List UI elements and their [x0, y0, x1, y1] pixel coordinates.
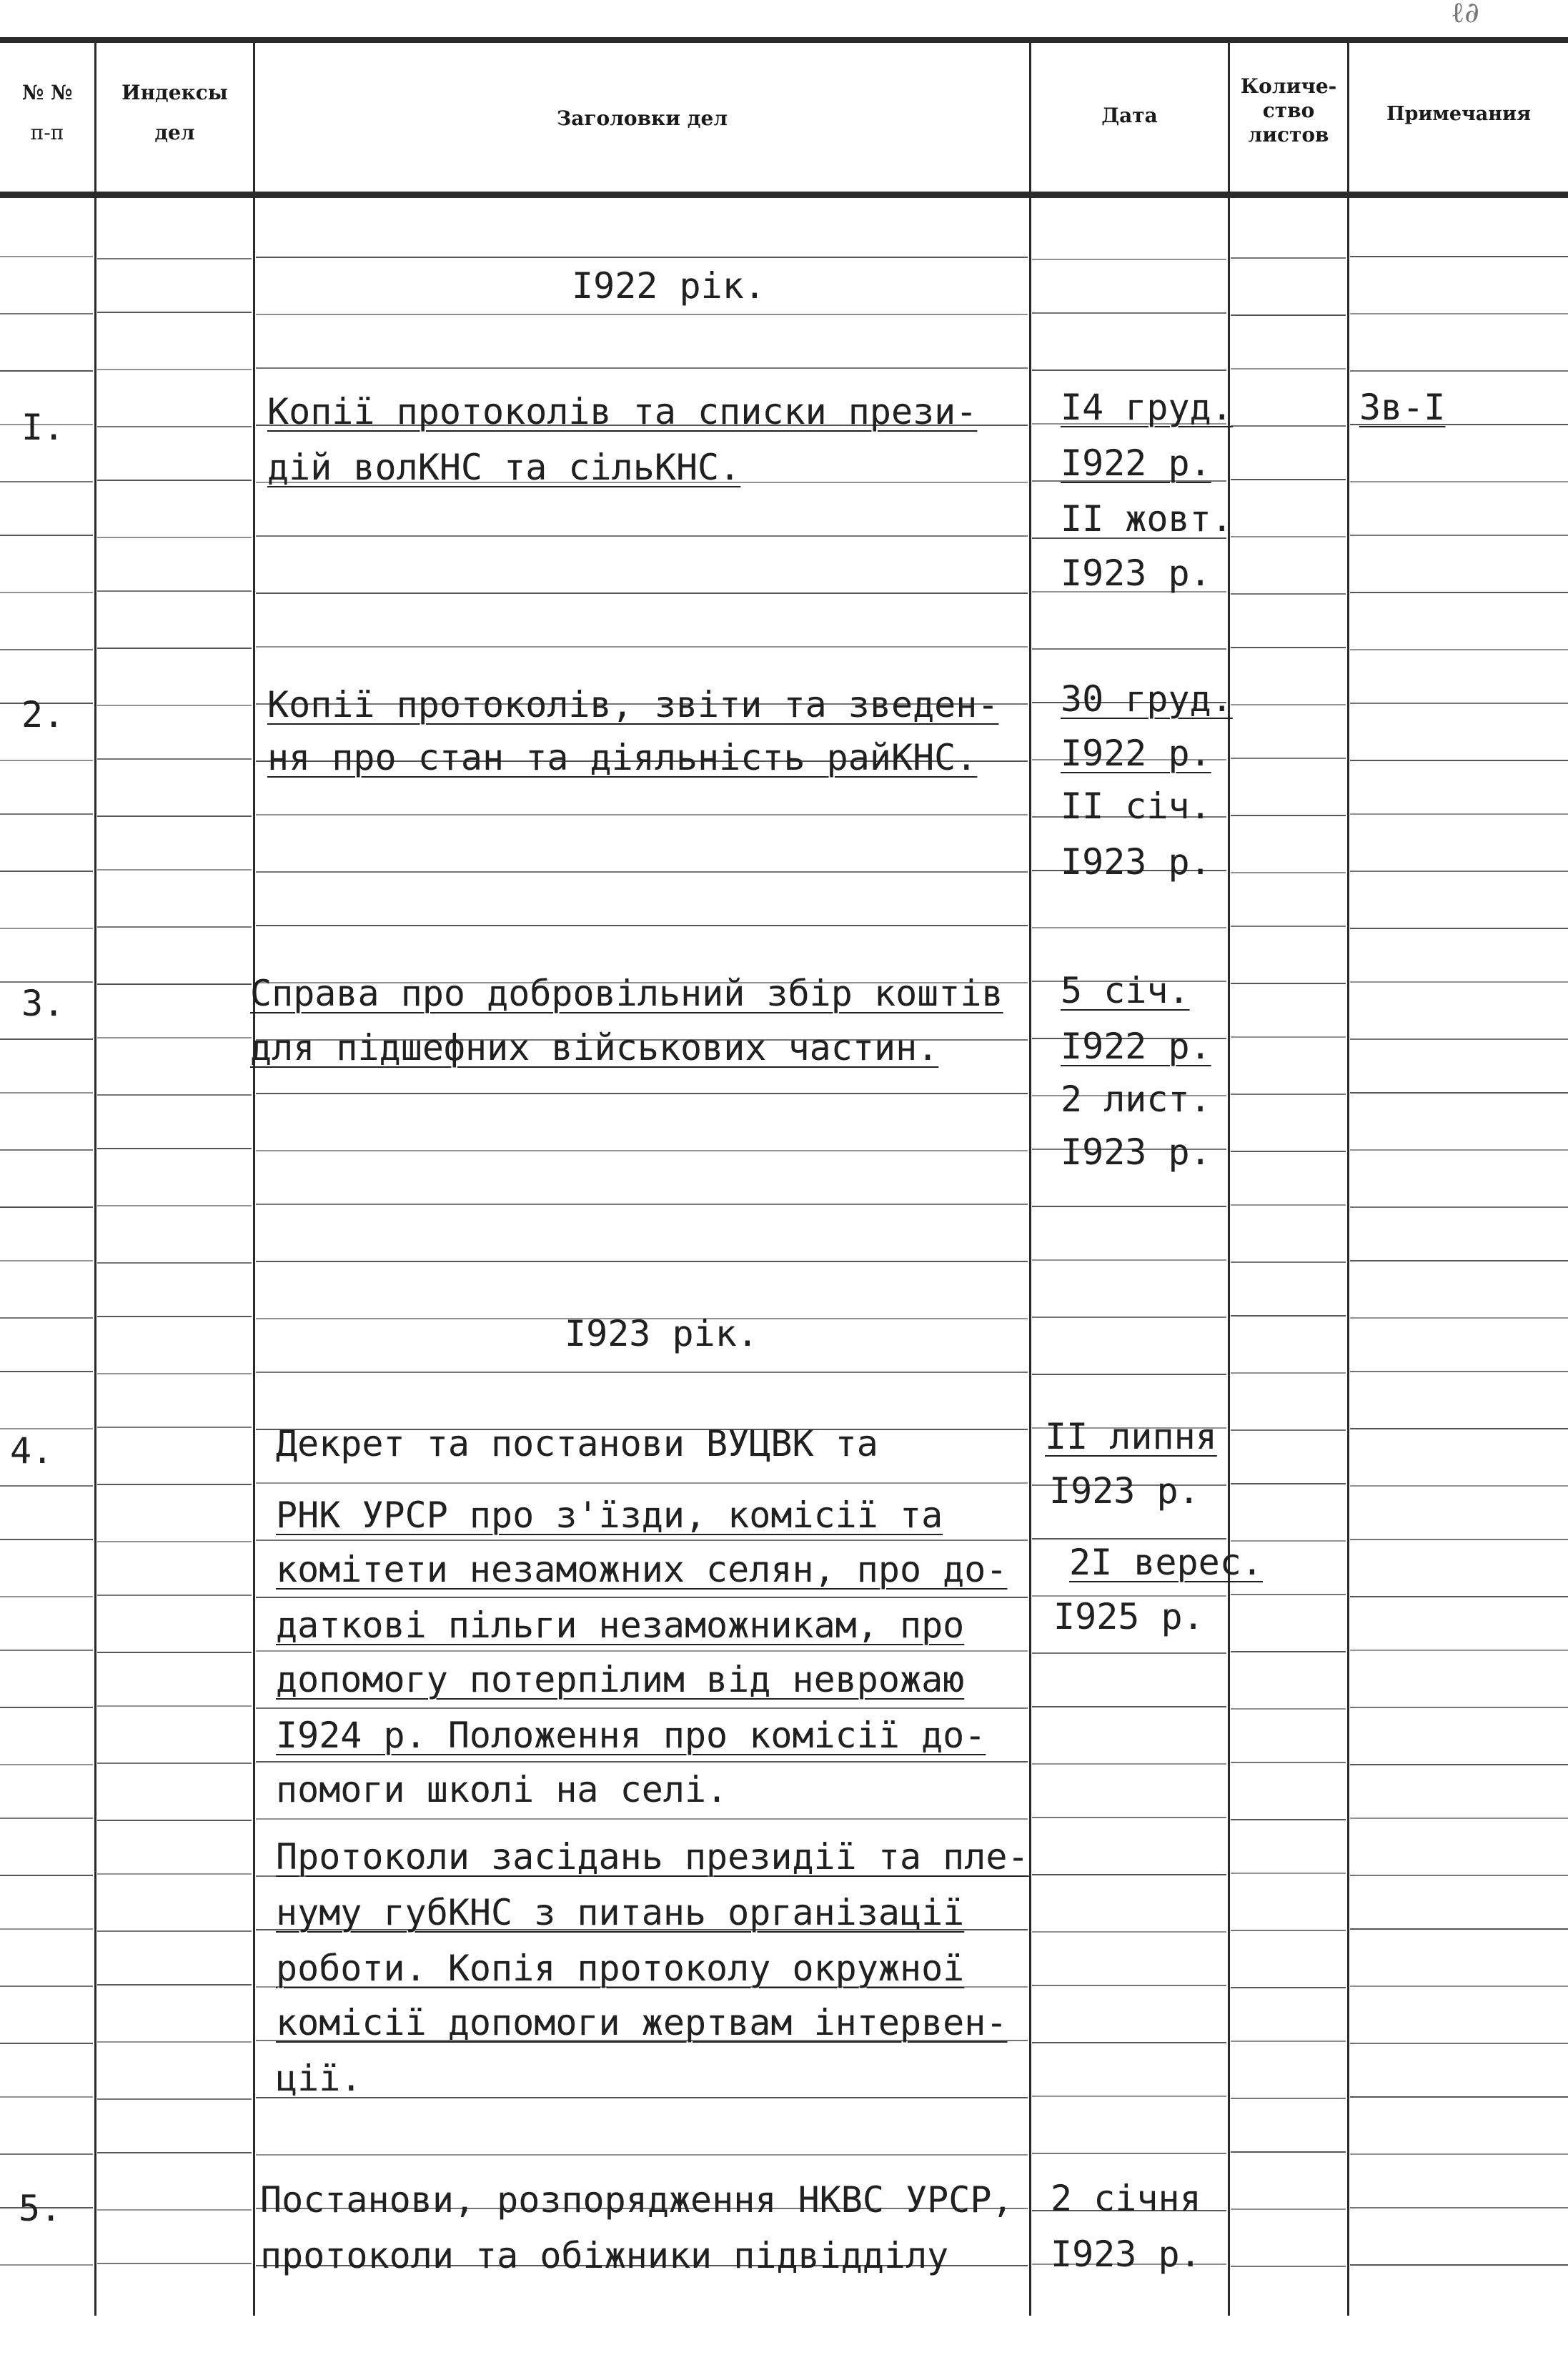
ruling-line: [1350, 1650, 1568, 1651]
row-1-date-3: II жовт.: [1061, 498, 1233, 540]
header-col-sheets-line3: листов: [1248, 123, 1329, 147]
ruling-line: [1032, 1763, 1226, 1765]
ruling-line: [97, 1262, 252, 1264]
row-1-date-4: I923 р.: [1061, 552, 1211, 594]
ruling-line: [97, 1094, 252, 1096]
row-2-date-4: I923 р.: [1061, 841, 1211, 883]
ruling-line: [1032, 1652, 1226, 1654]
ruling-line: [1350, 1149, 1568, 1151]
ruling-line: [256, 1261, 1028, 1262]
ruling-line: [1231, 1594, 1346, 1595]
ruling-line: [97, 312, 252, 313]
column-divider-index: [94, 43, 96, 2316]
ruling-line: [1350, 592, 1568, 593]
ruling-line: [1032, 2042, 1226, 2043]
ruling-line: [256, 1650, 1028, 1652]
ruling-line: [256, 1818, 1028, 1820]
ruling-line: [97, 1705, 252, 1707]
ruling-line: [1350, 649, 1568, 650]
header-col-sheets: [1230, 74, 1347, 147]
ruling-line: [1231, 872, 1346, 873]
ruling-line: [256, 2154, 1028, 2156]
ruling-line: [256, 592, 1028, 594]
ruling-line: [1231, 2266, 1346, 2267]
ruling-line: [1231, 815, 1346, 816]
header-col-no-line2: п-п: [30, 121, 64, 144]
ruling-line: [1350, 1875, 1568, 1876]
ruling-line: [256, 646, 1028, 648]
ruling-line: [1231, 1651, 1346, 1652]
ruling-line: [1231, 593, 1346, 595]
row-4-title-line12: ції.: [276, 2058, 362, 2099]
ruling-line: [1231, 1819, 1346, 1820]
ruling-line: [1350, 703, 1568, 704]
row-4-title-line11: комісії допомоги жертвам інтервен-: [276, 2002, 1008, 2043]
ruling-line: [1231, 758, 1346, 759]
ruling-line: [1350, 1317, 1568, 1319]
row-3-date-2: I922 р.: [1061, 1026, 1211, 1067]
ruling-line: [1231, 704, 1346, 705]
ruling-line: [0, 2264, 93, 2266]
row-4-title-line7: помоги школі на селі.: [276, 1769, 728, 1810]
ruling-line: [1231, 926, 1346, 927]
row-1-title-line2: дій волКНС та сільКНС.: [267, 447, 741, 488]
ruling-line: [1350, 481, 1568, 482]
ruling-line: [1350, 813, 1568, 815]
ruling-line: [1231, 1261, 1346, 1263]
row-4-title-line1: Декрет та постанови ВУЦВК та: [276, 1423, 878, 1464]
ruling-line: [1032, 1317, 1226, 1318]
ruling-line: [1231, 1094, 1346, 1095]
row-2-title-line1: Копії протоколів, звіти та зведен-: [267, 684, 999, 725]
ruling-line: [97, 258, 252, 259]
ruling-line: [97, 2152, 252, 2153]
ruling-line: [0, 2043, 93, 2044]
ruling-line: [0, 1260, 93, 1261]
row-2-date-2: I922 р.: [1061, 733, 1211, 774]
ruling-line: [1231, 1762, 1346, 1763]
ruling-line: [0, 813, 93, 815]
ruling-line: [1032, 1706, 1226, 1707]
header-col-index: [96, 79, 253, 147]
ruling-line: [97, 2041, 252, 2043]
ruling-line: [0, 313, 93, 314]
ruling-line: [1350, 1764, 1568, 1765]
ruling-line: [0, 370, 93, 372]
ruling-line: [97, 705, 252, 706]
ruling-line: [1350, 313, 1568, 314]
ruling-line: [1231, 257, 1346, 259]
ruling-line: [97, 1484, 252, 1485]
ruling-line: [0, 592, 93, 593]
ruling-line: [0, 1650, 93, 1651]
row-2-date-3: II січ.: [1061, 785, 1211, 827]
ruling-line: [1350, 1818, 1568, 1819]
table-top-border: [0, 37, 1568, 43]
ruling-line: [1350, 2207, 1568, 2208]
ruling-line: [0, 1985, 93, 1987]
ruling-line: [97, 983, 252, 985]
row-4-date-2: I923 р.: [1049, 1470, 1200, 1512]
ruling-line: [1350, 760, 1568, 761]
ruling-line: [1350, 1038, 1568, 1040]
ruling-line: [256, 1482, 1028, 1484]
ruling-line: [97, 1037, 252, 1038]
ruling-line: [1350, 1985, 1568, 1987]
ruling-line: [0, 1764, 93, 1765]
ruling-line: [97, 1762, 252, 1764]
header-col-sheets-line1: Количе-: [1240, 74, 1337, 98]
ruling-line: [256, 1761, 1028, 1762]
row-4-title-line9: нуму губКНС з питань організації: [276, 1892, 965, 1933]
row-4-title-line6: I924 р. Положення про комісії до-: [276, 1715, 986, 1756]
ruling-line: [0, 1485, 93, 1487]
ruling-line: [1032, 1206, 1226, 1207]
row-4-date-1: II липня: [1045, 1416, 1217, 1457]
ruling-line: [97, 815, 252, 817]
row-4-date-4: I925 р.: [1053, 1596, 1204, 1637]
row-5-title-line1: Постанови, розпорядження НКВС УРСР,: [260, 2179, 1013, 2221]
ruling-line: [256, 925, 1028, 926]
ruling-line: [1231, 479, 1346, 480]
ruling-line: [97, 1427, 252, 1428]
ruling-line: [1350, 1206, 1568, 1208]
ruling-line: [97, 590, 252, 592]
ruling-line: [97, 1595, 252, 1596]
ruling-line: [0, 1317, 93, 1319]
ruling-line: [1350, 1707, 1568, 1708]
ruling-line: [97, 1148, 252, 1149]
row-3-date-1: 5 січ.: [1061, 970, 1190, 1011]
ruling-line: [97, 369, 252, 370]
ruling-line: [0, 760, 93, 761]
ruling-line: [0, 1818, 93, 1819]
header-col-no: [0, 79, 94, 147]
ruling-line: [256, 314, 1028, 315]
ruling-line: [1032, 2153, 1226, 2154]
header-bottom-border: [0, 192, 1568, 198]
ruling-line: [1032, 1538, 1226, 1539]
ruling-line: [0, 1092, 93, 1094]
ruling-line: [1032, 1817, 1226, 1818]
row-5-date-1: 2 січня: [1051, 2178, 1201, 2219]
ruling-line: [97, 648, 252, 649]
row-5-date-2: I923 р.: [1051, 2233, 1201, 2275]
row-2-date-1: 30 груд.: [1061, 678, 1233, 720]
ruling-line: [1350, 1928, 1568, 1930]
ruling-line: [1032, 1374, 1226, 1375]
ruling-line: [256, 1372, 1028, 1373]
row-4-title-line2: РНК УРСР про з'їзди, комісії та: [276, 1494, 943, 1536]
ruling-line: [1032, 1985, 1226, 1986]
ruling-line: [1231, 1372, 1346, 1374]
row-1-date-1: I4 груд.: [1061, 387, 1233, 428]
row-4-title-line5: допомогу потерпілим від неврожаю: [276, 1659, 965, 1700]
section-year-1923: I923 рік.: [565, 1313, 758, 1354]
ruling-line: [1231, 2098, 1346, 2099]
ruling-line: [1350, 1539, 1568, 1540]
ruling-line: [256, 1093, 1028, 1094]
ruling-line: [1350, 1596, 1568, 1597]
ruling-line: [1350, 1260, 1568, 1261]
ruling-line: [1032, 927, 1226, 928]
ruling-line: [1032, 1874, 1226, 1875]
header-col-index-line2: дел: [154, 121, 195, 144]
ruling-line: [256, 257, 1028, 258]
ruling-line: [256, 2097, 1028, 2098]
ruling-line: [97, 869, 252, 871]
row-5-number: 5.: [19, 2188, 62, 2229]
ruling-line: [1231, 647, 1346, 648]
ruling-line: [97, 1930, 252, 1932]
ruling-line: [256, 367, 1028, 369]
ruling-line: [1350, 1485, 1568, 1487]
ruling-line: [1231, 1429, 1346, 1431]
ruling-line: [256, 1150, 1028, 1151]
ruling-line: [1231, 983, 1346, 984]
ruling-line: [1350, 928, 1568, 929]
ruling-line: [1032, 1931, 1226, 1933]
header-col-date: Дата: [1101, 104, 1158, 127]
ruling-line: [97, 2209, 252, 2211]
ruling-line: [1231, 1987, 1346, 1988]
column-divider-notes: [1347, 43, 1349, 2316]
row-4-title-line8: Протоколи засідань президії та пле-: [276, 1836, 1029, 1878]
ruling-line: [1350, 1371, 1568, 1372]
row-4-date-3: 2I верес.: [1069, 1542, 1263, 1583]
ruling-line: [1231, 1873, 1346, 1874]
ruling-line: [1231, 2208, 1346, 2210]
row-4-title-line4: даткові пільги незаможникам, про: [276, 1605, 965, 1646]
row-1-number: I.: [21, 407, 65, 448]
row-3-date-3: 2 лист.: [1061, 1079, 1211, 1120]
row-4-title-line10: роботи. Копія протоколу окружної: [276, 1948, 965, 1989]
section-year-1922: I922 рік.: [572, 265, 765, 307]
ruling-line: [0, 1875, 93, 1876]
ruling-line: [0, 649, 93, 650]
ruling-line: [97, 1820, 252, 1821]
ruling-line: [1350, 2096, 1568, 2098]
ruling-line: [1231, 1151, 1346, 1152]
ruling-line: [256, 1204, 1028, 1205]
ruling-line: [97, 537, 252, 538]
ruling-line: [97, 1316, 252, 1317]
header-col-no-line1: № №: [21, 81, 73, 104]
ruling-line: [97, 2098, 252, 2100]
row-3-date-4: I923 р.: [1061, 1131, 1211, 1173]
ruling-line: [1032, 648, 1226, 650]
ruling-line: [0, 1707, 93, 1708]
ruling-line: [0, 1596, 93, 1597]
header-col-notes: Примечания: [1386, 103, 1532, 125]
column-divider-date: [1029, 43, 1031, 2316]
ruling-line: [97, 1873, 252, 1875]
ruling-line: [1231, 1036, 1346, 1038]
ruling-line: [1231, 2151, 1346, 2153]
ruling-line: [1032, 312, 1226, 314]
ruling-line: [256, 871, 1028, 873]
row-3-title-line1: Справа про добровільний збір коштів: [250, 973, 1003, 1014]
ruling-line: [0, 2096, 93, 2098]
ruling-line: [1350, 2264, 1568, 2266]
header-col-title: Заголовки дел: [557, 106, 728, 130]
ruling-line: [1032, 2096, 1226, 2097]
ruling-line: [256, 1539, 1028, 1541]
ruling-line: [0, 871, 93, 872]
ruling-line: [97, 758, 252, 760]
ruling-line: [1231, 1708, 1346, 1710]
row-1-note: Зв-I: [1359, 387, 1446, 428]
ruling-line: [1350, 2153, 1568, 2155]
ruling-line: [1350, 535, 1568, 536]
ruling-line: [1350, 2043, 1568, 2044]
ruling-line: [0, 256, 93, 257]
ruling-line: [1231, 536, 1346, 537]
ruling-line: [1231, 1315, 1346, 1317]
ruling-line: [256, 1707, 1028, 1709]
column-divider-title: [253, 43, 255, 2316]
row-1-title-line1: Копії протоколів та списки прези-: [267, 391, 978, 432]
ruling-line: [97, 1205, 252, 1206]
ruling-line: [97, 1541, 252, 1542]
ruling-line: [97, 1984, 252, 1985]
ruling-line: [1350, 981, 1568, 983]
corner-mark: ℓ∂: [1451, 0, 1479, 29]
ruling-line: [0, 2153, 93, 2155]
row-3-title-line2: для підшефних військових частин.: [250, 1027, 939, 1068]
ruling-line: [1231, 1483, 1346, 1484]
row-1-date-2: I922 р.: [1061, 442, 1211, 484]
ruling-line: [0, 1371, 93, 1372]
ruling-line: [1350, 871, 1568, 872]
ruling-line: [0, 1149, 93, 1151]
ruling-line: [0, 481, 93, 482]
ruling-line: [1231, 368, 1346, 370]
ruling-line: [1350, 370, 1568, 372]
ruling-line: [1032, 370, 1226, 371]
ruling-line: [0, 1038, 93, 1040]
ruling-line: [1231, 425, 1346, 427]
ruling-line: [1231, 2041, 1346, 2042]
ruling-line: [1231, 1204, 1346, 1206]
ruling-line: [1350, 256, 1568, 257]
row-3-number: 3.: [21, 983, 65, 1024]
ruling-line: [97, 1373, 252, 1374]
row-2-number: 2.: [21, 694, 65, 735]
ruling-line: [0, 1539, 93, 1540]
ruling-line: [0, 928, 93, 929]
ruling-line: [97, 1652, 252, 1653]
ruling-line: [1350, 1428, 1568, 1429]
ruling-line: [1032, 1259, 1226, 1261]
ruling-line: [256, 1597, 1028, 1598]
ruling-line: [1350, 1092, 1568, 1094]
ruling-line: [1032, 259, 1226, 260]
row-4-title-line3: комітети незаможних селян, про до-: [276, 1549, 1008, 1590]
ruling-line: [97, 426, 252, 427]
column-divider-sheets: [1228, 43, 1230, 2316]
ruling-line: [1231, 314, 1346, 316]
ruling-line: [256, 535, 1028, 537]
ruling-line: [0, 535, 93, 536]
ruling-line: [1231, 1930, 1346, 1931]
ruling-line: [0, 1928, 93, 1930]
header-col-sheets-line2: ство: [1262, 99, 1315, 122]
ruling-line: [0, 1206, 93, 1208]
row-4-number: 4.: [10, 1430, 54, 1472]
row-2-title-line2: ня про стан та діяльність райКНС.: [267, 737, 978, 778]
ruling-line: [97, 2263, 252, 2264]
ruling-line: [97, 926, 252, 928]
ruling-line: [256, 814, 1028, 815]
header-col-index-line1: Индексы: [121, 81, 228, 104]
row-5-title-line2: протоколи та обіжники підвідділу: [260, 2235, 949, 2276]
ruling-line: [97, 480, 252, 481]
